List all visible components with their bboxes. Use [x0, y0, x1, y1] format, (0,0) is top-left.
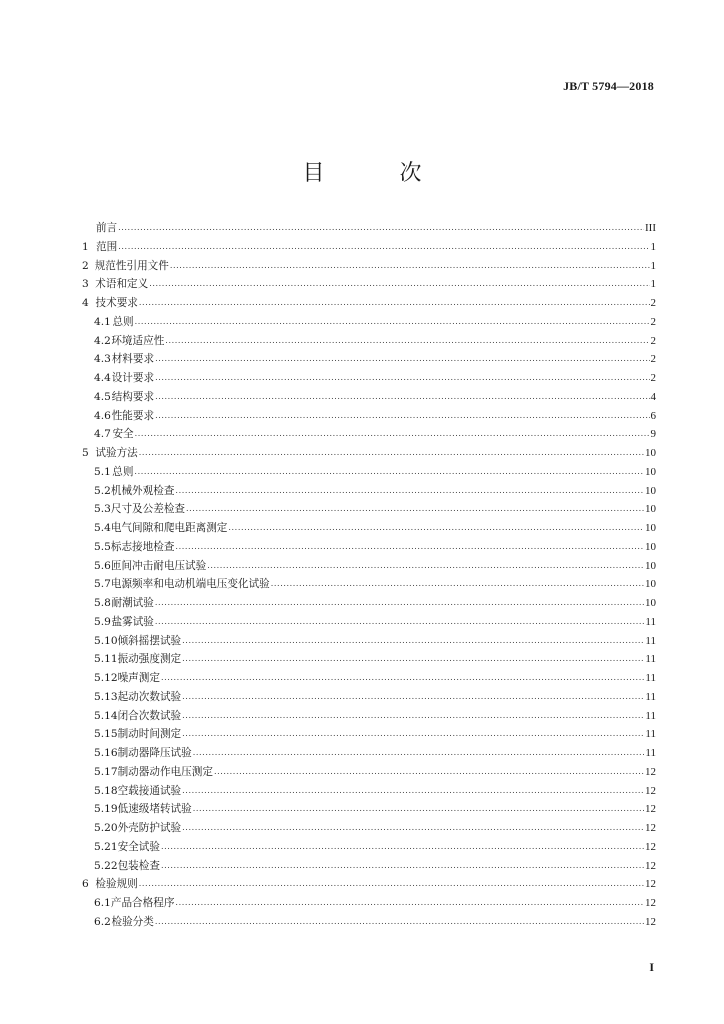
toc-entry-number: 5.11	[94, 653, 118, 666]
toc-leader-dots	[134, 463, 644, 482]
toc-entry-number: 5.21	[94, 840, 118, 853]
toc-entry-label: 噪声测定	[117, 672, 160, 684]
toc-entry-page: 10	[645, 540, 656, 553]
toc-entry-page: 11	[645, 728, 656, 741]
toc-entry-label: 规范性引用文件	[94, 259, 169, 272]
toc-entry-page: 1	[650, 278, 656, 291]
toc-entry-label: 环境适应性	[111, 334, 165, 347]
toc-entry-page: 12	[645, 897, 656, 909]
toc-entry-number: 4.5	[94, 390, 111, 403]
toc-entry-label: 检验规则	[95, 878, 138, 891]
toc-entry-page: 10	[645, 484, 656, 497]
toc-entry[interactable]	[82, 707, 656, 726]
toc-entry-number: 4.3	[94, 353, 111, 366]
toc-entry[interactable]	[82, 744, 656, 763]
toc-entry-number: 5.2	[94, 484, 111, 497]
toc-leader-dots	[214, 763, 644, 782]
toc-entry-page: 12	[645, 878, 656, 891]
toc-entry-page: 2	[650, 334, 656, 347]
toc-leader-dots	[155, 369, 649, 388]
toc-entry[interactable]	[82, 575, 656, 594]
toc-leader-dots	[182, 632, 644, 651]
standard-code: JB/T 5794—2018	[563, 79, 654, 93]
toc-entry-page: 10	[645, 503, 656, 516]
toc-leader-dots	[193, 800, 644, 819]
toc-leader-dots	[149, 275, 649, 294]
toc-entry-number: 4.6	[94, 409, 111, 422]
toc-entry-page: III	[645, 222, 656, 234]
toc-leader-dots	[228, 519, 644, 538]
toc-entry-page: 11	[645, 615, 656, 628]
toc-leader-dots	[182, 782, 644, 801]
toc-entry[interactable]	[82, 913, 656, 932]
toc-entry-number: 5.20	[94, 822, 118, 834]
toc-entry[interactable]	[82, 463, 656, 482]
toc-entry-page: 6	[650, 409, 656, 422]
toc-leader-dots	[161, 838, 644, 857]
toc-entry-page: 9	[650, 428, 656, 441]
toc-entry[interactable]	[82, 669, 656, 688]
toc-entry-label: 低速级堵转试验	[117, 803, 192, 816]
toc-entry[interactable]	[82, 557, 656, 576]
toc-entry-label: 振动强度测定	[117, 653, 182, 666]
toc-entry[interactable]	[82, 294, 656, 313]
toc-entry-label: 总则	[112, 315, 134, 328]
toc-entry-page: 12	[645, 765, 656, 778]
toc-entry-number: 4.7	[94, 428, 111, 441]
toc-entry-number: 5.12	[94, 672, 118, 684]
toc-entry-page: 12	[645, 859, 656, 872]
toc-entry-number: 5.10	[94, 634, 118, 647]
toc-entry-label: 尺寸及公差检查	[110, 503, 186, 516]
toc-entry-page: 11	[645, 690, 656, 703]
toc-leader-dots	[139, 875, 644, 894]
toc-leader-dots	[118, 238, 649, 257]
toc-entry-number: 5.14	[94, 709, 118, 722]
toc-entry-number: 5.6	[94, 559, 111, 572]
toc-leader-dots	[182, 819, 644, 838]
toc-entry-label: 电源频率和电动机端电压变化试验	[110, 578, 270, 591]
toc-leader-dots	[175, 894, 644, 913]
toc-entry-page: 2	[650, 353, 656, 366]
toc-entry[interactable]	[82, 313, 656, 332]
toc-entry[interactable]	[82, 800, 656, 819]
toc-entry-number: 5.22	[94, 859, 118, 872]
toc-leader-dots	[182, 707, 644, 726]
toc-entry[interactable]	[82, 819, 656, 838]
toc-entry[interactable]	[82, 369, 656, 388]
toc-entry-number: 5.13	[94, 690, 118, 703]
toc-entry[interactable]	[82, 594, 656, 613]
toc-entry-number: 6	[82, 878, 89, 891]
toc-leader-dots	[182, 650, 644, 669]
toc-entry-label: 安全试验	[117, 840, 160, 853]
toc-entry-number: 5.1	[94, 465, 111, 478]
toc-entry-label: 包装检查	[117, 859, 160, 872]
toc-entry-number: 6.2	[94, 915, 111, 928]
toc-entry[interactable]	[82, 688, 656, 707]
toc-entry-number: 5.8	[94, 597, 111, 609]
toc-entry[interactable]	[82, 350, 656, 369]
toc-entry-page: 11	[645, 634, 656, 647]
toc-entry[interactable]	[82, 782, 656, 801]
toc-entry-number: 3	[82, 278, 89, 291]
toc-entry[interactable]	[82, 482, 656, 501]
toc-entry[interactable]	[82, 613, 656, 632]
toc-leader-dots	[155, 913, 644, 932]
toc-entry[interactable]	[82, 763, 656, 782]
toc-leader-dots	[170, 257, 650, 276]
toc-entry-number: 1	[82, 240, 89, 253]
toc-entry-label: 产品合格程序	[110, 897, 175, 909]
toc-entry-page: 11	[645, 653, 656, 666]
toc-entry-page: 10	[645, 559, 656, 572]
toc-entry[interactable]	[82, 332, 656, 351]
toc-entry-label: 设计要求	[111, 372, 155, 384]
toc-leader-dots	[155, 594, 644, 613]
toc-entry-number: 4	[82, 297, 89, 309]
toc-entry[interactable]	[82, 538, 656, 557]
toc-entry-number: 5.4	[94, 522, 111, 534]
toc-entry-label: 前言	[95, 222, 118, 234]
toc-leader-dots	[155, 407, 649, 426]
toc-entry-page: 12	[645, 840, 656, 853]
toc-entry-page: 11	[645, 672, 656, 684]
toc-entry-label: 标志接地检查	[110, 540, 175, 553]
toc-entry-number: 5.3	[94, 503, 111, 516]
toc-leader-dots	[175, 482, 644, 501]
toc-entry-number: 5.17	[94, 765, 118, 778]
toc-entry-label: 术语和定义	[95, 278, 149, 291]
toc-entry-page: 1	[650, 240, 656, 253]
toc-leader-dots	[161, 857, 644, 876]
toc-entry-page: 10	[645, 447, 656, 459]
toc-entry-label: 总则	[112, 465, 134, 478]
toc-entry-label: 盐雾试验	[111, 615, 154, 628]
toc-entry-page: 10	[645, 522, 656, 534]
toc-entry[interactable]	[82, 219, 656, 238]
toc-leader-dots	[207, 557, 644, 576]
page-number: I	[649, 960, 654, 974]
toc-entry-page: 12	[645, 784, 656, 797]
toc-entry[interactable]	[82, 407, 656, 426]
toc-entry-label: 起动次数试验	[117, 690, 182, 703]
toc-entry-label: 试验方法	[95, 447, 138, 459]
toc-entry-label: 外壳防护试验	[117, 822, 182, 834]
toc-leader-dots	[155, 388, 649, 407]
toc-entry-page: 10	[645, 465, 656, 478]
toc-entry-label: 耐潮试验	[111, 597, 154, 609]
table-of-contents	[82, 219, 656, 932]
toc-entry[interactable]	[82, 257, 656, 276]
toc-entry-label: 材料要求	[111, 353, 155, 366]
toc-entry[interactable]	[82, 894, 656, 913]
toc-entry[interactable]	[82, 875, 656, 894]
toc-entry-page: 11	[645, 709, 656, 722]
toc-entry[interactable]	[82, 275, 656, 294]
toc-entry-label: 结构要求	[111, 390, 155, 403]
toc-leader-dots	[182, 688, 644, 707]
toc-entry-page: 2	[650, 315, 656, 328]
toc-leader-dots	[175, 538, 644, 557]
toc-entry-label: 空载接通试验	[117, 784, 182, 797]
toc-entry-number: 5.9	[94, 615, 111, 628]
toc-leader-dots	[155, 613, 645, 632]
toc-leader-dots	[155, 350, 649, 369]
toc-entry-number: 5.19	[94, 803, 118, 816]
toc-entry-label: 制动时间测定	[117, 728, 182, 741]
toc-entry-page: 12	[645, 803, 656, 816]
page-title: 目 次	[302, 161, 456, 186]
toc-entry-number: 4.4	[94, 372, 111, 384]
toc-leader-dots	[193, 744, 645, 763]
toc-entry-number: 6.1	[94, 897, 111, 909]
toc-entry[interactable]	[82, 425, 656, 444]
toc-entry[interactable]	[82, 500, 656, 519]
toc-entry-label: 范围	[96, 240, 118, 253]
toc-entry[interactable]	[82, 632, 656, 651]
toc-leader-dots	[139, 444, 644, 463]
toc-entry-page: 1	[650, 259, 656, 272]
toc-entry-label: 技术要求	[95, 297, 138, 309]
toc-entry[interactable]	[82, 444, 656, 463]
toc-leader-dots	[182, 725, 644, 744]
toc-entry-page: 12	[645, 822, 656, 834]
toc-leader-dots	[161, 669, 644, 688]
toc-entry-number: 4.2	[94, 334, 111, 347]
toc-entry-page: 10	[645, 597, 656, 609]
toc-entry-label: 安全	[112, 428, 134, 441]
toc-entry-number: 4.1	[94, 315, 111, 328]
toc-entry-page: 2	[650, 297, 656, 309]
toc-entry-number: 5.18	[94, 784, 118, 797]
toc-entry[interactable]	[82, 838, 656, 857]
toc-entry-page: 2	[650, 372, 656, 384]
toc-leader-dots	[186, 500, 644, 519]
toc-leader-dots	[135, 425, 650, 444]
toc-entry-number: 5.16	[94, 747, 118, 759]
toc-leader-dots	[271, 575, 644, 594]
toc-entry-page: 11	[645, 747, 656, 759]
toc-entry[interactable]	[82, 238, 656, 257]
toc-entry-label: 性能要求	[111, 409, 155, 422]
toc-entry-label: 制动器动作电压测定	[117, 765, 213, 778]
toc-entry-label: 匝间冲击耐电压试验	[110, 559, 207, 572]
toc-entry-page: 12	[645, 915, 656, 928]
toc-entry-number: 5	[82, 447, 89, 459]
toc-entry-label: 闭合次数试验	[117, 709, 182, 722]
toc-entry[interactable]	[82, 725, 656, 744]
toc-entry-number: 5.7	[94, 578, 111, 591]
toc-entry-label: 倾斜摇摆试验	[117, 634, 182, 647]
toc-leader-dots	[118, 219, 644, 238]
toc-entry-page: 4	[650, 390, 656, 403]
toc-entry[interactable]	[82, 388, 656, 407]
toc-entry-label: 检验分类	[111, 915, 154, 928]
toc-entry-number: 2	[82, 259, 89, 272]
toc-entry[interactable]	[82, 857, 656, 876]
toc-leader-dots	[135, 313, 650, 332]
toc-entry-label: 制动器降压试验	[117, 747, 192, 759]
toc-entry-label: 机械外观检查	[110, 484, 175, 497]
toc-entry-number: 5.5	[94, 540, 111, 553]
toc-entry-number: 5.15	[94, 728, 118, 741]
toc-leader-dots	[165, 332, 649, 351]
toc-entry[interactable]	[82, 519, 656, 538]
toc-entry-label: 电气间隙和爬电距离测定	[110, 522, 228, 534]
toc-entry-page: 10	[645, 578, 656, 591]
toc-entry[interactable]	[82, 650, 656, 669]
toc-leader-dots	[139, 294, 650, 313]
